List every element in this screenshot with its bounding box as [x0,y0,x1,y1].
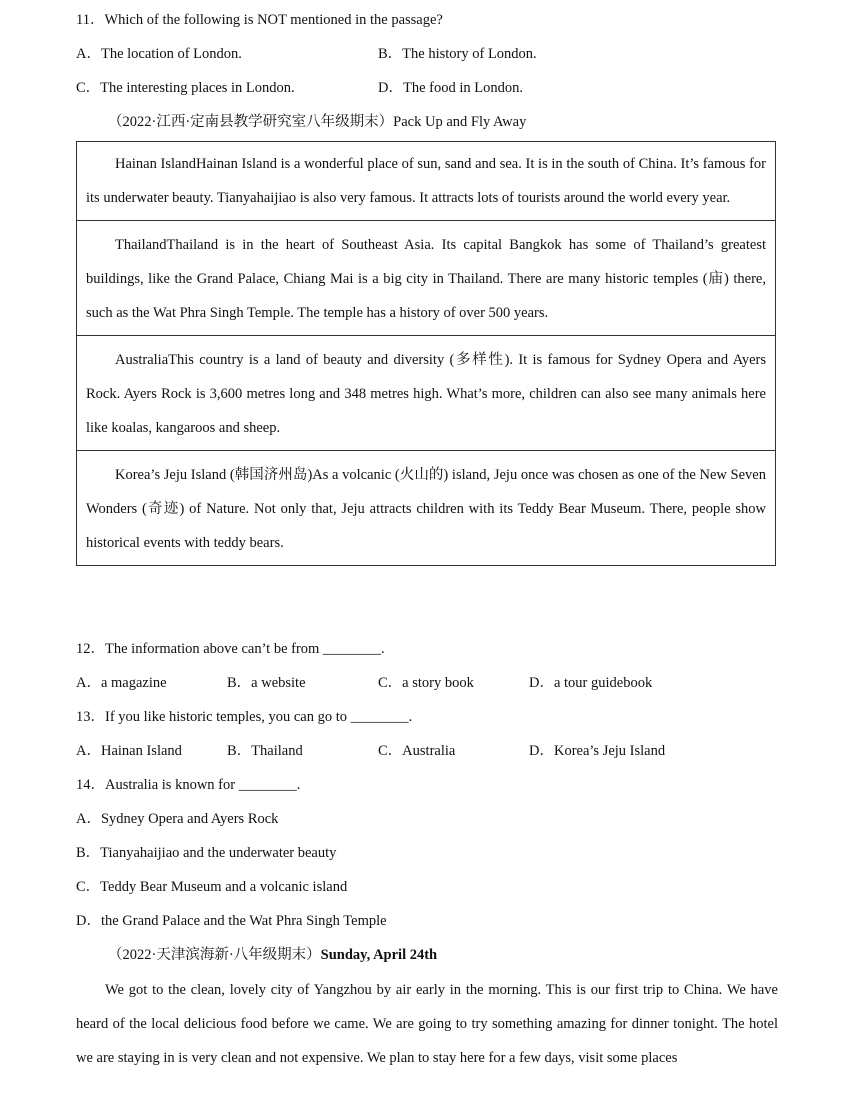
q14-option-a: A．Sydney Opera and Ayers Rock [76,811,279,827]
q14-option-c: C．Teddy Bear Museum and a volcanic island [76,879,348,895]
q14-stem: 14．Australia is known for ________. [76,777,301,793]
source-heading-1: （2022·江西·定南县教学研究室八年级期末）Pack Up and Fly Away [108,114,527,130]
q13-option-b: B．Thailand [227,743,303,759]
passage-jeju: Korea’s Jeju Island (韩国济州岛)As a volcanic (火山的) island, Jeju once was chosen as one of the New Seven Wonders (奇迹) of Nature. Not only that, Jeju attracts children with its Teddy Bear Museum. There, people show historical events with teddy bears. [86,467,766,551]
q13-option-a: A．Hainan Island [76,743,182,759]
q14-option-b: B．Tianyahaijiao and the underwater beauty [76,845,337,861]
passage-table [76,141,776,566]
q12-option-d: D．a tour guidebook [529,675,653,691]
source-2-prefix: （2022·天津滨海新·八年级期末） [108,947,321,963]
q11-stem: 11．Which of the following is NOT mentioned in the passage? [76,12,443,28]
diary-paragraph: We got to the clean, lovely city of Yangzhou by air early in the morning. This is our first trip to China. We have heard of the local delicious food before we came. We are going to try something amazing for dinner tonight. The hotel we are staying in is very clean and not expensive. We plan to stay here for a few days, visit some places [76,982,778,1066]
q12-stem: 12．The information above can’t be from ________. [76,641,385,657]
passage-hainan: Hainan IslandHainan Island is a wonderful place of sun, sand and sea. It is in the south of China. It’s famous for its underwater beauty. Tianyahaijiao is also very famous. It attracts lots of tourists around the world every year. [77,142,775,221]
q12-option-a: A．a magazine [76,675,167,691]
passage-australia: AustraliaThis country is a land of beauty and diversity (多样性). It is famous for Sydney Opera and Ayers Rock. Ayers Rock is 3,600 metres long and 348 metres high. What’s more, children can also see many animals here like koalas, kangaroos and sheep. [77,336,775,451]
q11-option-d: D．The food in London. [378,80,523,96]
passage-thailand: ThailandThailand is in the heart of Southeast Asia. Its capital Bangkok has some of Thailand’s greatest buildings, like the Grand Palace, Chiang Mai is a big city in Thailand. There are many historic temples (庙) there, such as the Wat Phra Singh Temple. The temple has a history of over 500 years. [77,221,775,336]
q13-stem: 13．If you like historic temples, you can go to ________. [76,709,413,725]
q11-option-b: B．The history of London. [378,46,537,62]
source-heading-2 [108,945,437,965]
q12-option-c: C．a story book [378,675,474,691]
diary-date-title: Sunday, April 24th [320,947,438,963]
q13-option-c: C．Australia [378,743,456,759]
q14-option-d: D．the Grand Palace and the Wat Phra Singh Temple [76,913,387,929]
q11-option-a: A．The location of London. [76,46,242,62]
q13-option-d: D．Korea’s Jeju Island [529,743,666,759]
q11-option-c: C．The interesting places in London. [76,80,295,96]
q12-option-b: B．a website [227,675,306,691]
